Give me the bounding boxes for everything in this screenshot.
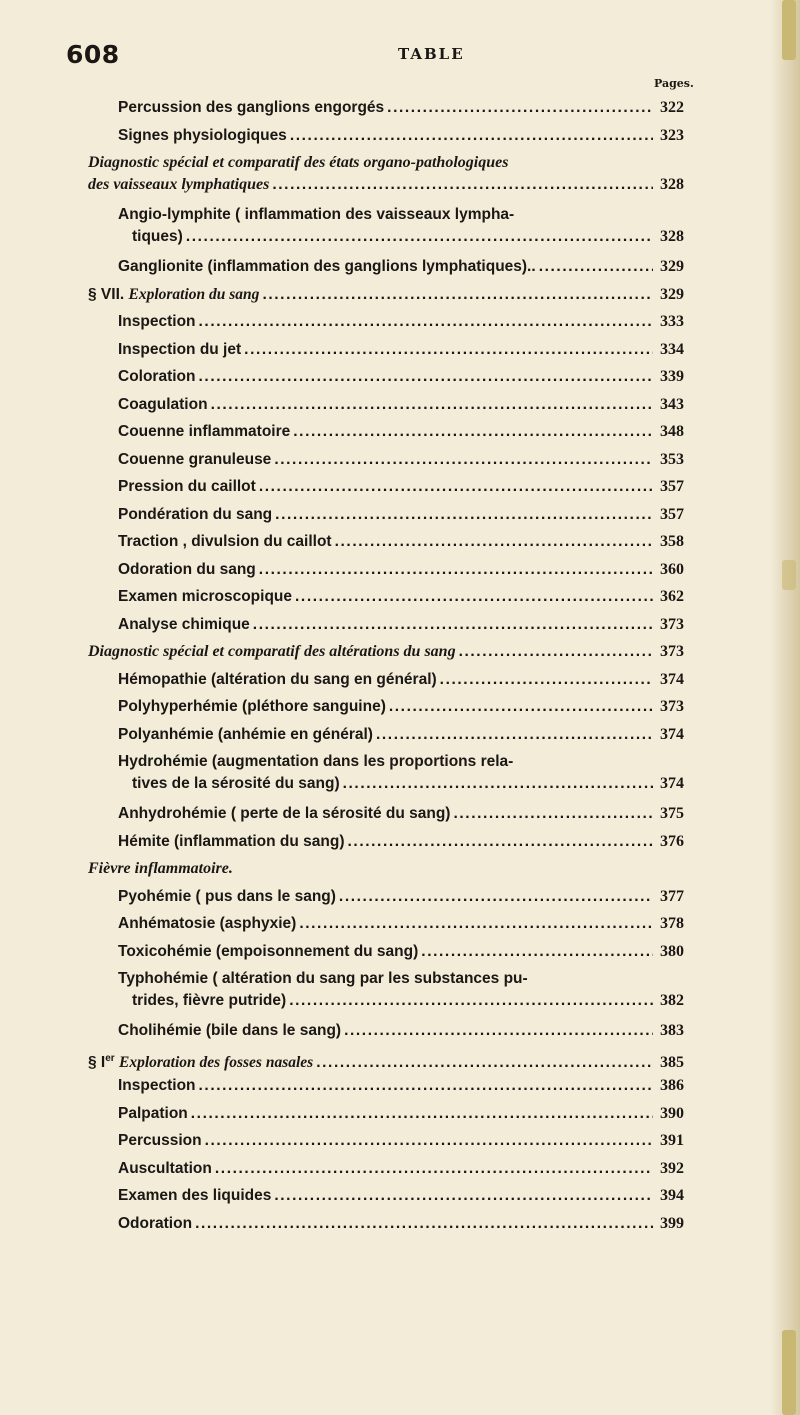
- toc-entry-title: Couenne inflammatoire: [118, 423, 291, 440]
- toc-entry: [88, 941, 684, 969]
- dot-leader: [387, 97, 653, 119]
- toc-entry: [88, 1158, 684, 1186]
- dot-leader: [335, 531, 653, 553]
- toc-entry-title: Percussion des ganglions engorgés: [118, 99, 385, 116]
- dot-leader: [262, 284, 653, 306]
- toc-entry-title: Ganglionite (inflammation des ganglions lymphatiques)..: [118, 258, 536, 275]
- toc-entry-title: Diagnostic spécial et comparatif des altérations du sang: [88, 643, 456, 660]
- dot-leader: [389, 696, 653, 718]
- toc-entry-page: 358: [660, 533, 684, 550]
- dot-leader: [453, 803, 653, 825]
- toc-entry: [88, 1020, 684, 1048]
- toc-entry-page: 322: [660, 99, 684, 116]
- dot-leader: [376, 724, 653, 746]
- edge-stain: [782, 0, 796, 60]
- toc-entry-title: Hémite (inflammation du sang): [118, 832, 345, 850]
- toc-entry-title: Cholihémie (bile dans le sang): [118, 1022, 342, 1039]
- toc-entry-page: 362: [660, 588, 684, 605]
- dot-leader: [211, 394, 653, 416]
- toc-entry-page: 376: [660, 832, 684, 850]
- toc-entry: [88, 531, 684, 559]
- toc-entry-title: Traction , divulsion du caillot: [118, 533, 332, 550]
- edge-stain: [782, 560, 796, 590]
- toc-entry-title: Signes physiologiques: [118, 126, 287, 144]
- toc-entry-title: Anhydrohémie ( perte de la sérosité du sang): [118, 805, 451, 822]
- toc-entry-page: 385: [660, 1053, 684, 1071]
- toc-entry-title: Inspection du jet: [118, 340, 242, 358]
- dot-leader: [343, 773, 653, 795]
- toc-entry: [88, 803, 684, 831]
- toc-entry-title: Auscultation: [118, 1159, 212, 1177]
- dot-leader: [199, 366, 654, 388]
- toc-entry: [88, 339, 684, 367]
- toc-entry-page: 374: [660, 725, 684, 743]
- toc-entry-page: 374: [660, 775, 684, 792]
- toc-entry-page: 391: [660, 1132, 684, 1149]
- toc-entry-title: tiques): [132, 228, 183, 245]
- toc-entry-title: § Ier Exploration des fosses nasales: [88, 1052, 314, 1071]
- toc-entry-page: 334: [660, 340, 684, 358]
- toc-entry-title: § VII. Exploration du sang: [88, 285, 260, 303]
- toc-entry: [88, 1048, 684, 1076]
- toc-entry: [88, 125, 684, 153]
- toc-entry-title-line: Angio-lymphite ( inflammation des vaisseaux lympha-: [118, 206, 515, 223]
- toc-entry-title: Toxicohémie (empoisonnement du sang): [118, 942, 419, 960]
- running-head: TABLE: [398, 45, 465, 63]
- toc-entry: [88, 1075, 684, 1103]
- toc-entry-title: Odoration: [118, 1214, 193, 1232]
- toc-entry-title-line: Typhohémie ( altération du sang par les substances pu-: [118, 970, 528, 987]
- dot-leader: [215, 1158, 653, 1180]
- dot-leader: [299, 913, 653, 935]
- toc-entry: [88, 1130, 684, 1158]
- toc-entry-title: Examen microscopique: [118, 588, 293, 605]
- toc-entry: [88, 1213, 684, 1241]
- toc-entry-title: Hémopathie (altération du sang en général): [118, 670, 437, 688]
- toc-entry-page: 353: [660, 450, 684, 468]
- toc-entry: [88, 394, 684, 422]
- toc-entry-page: 392: [660, 1159, 684, 1177]
- toc-entry-title: Analyse chimique: [118, 615, 250, 633]
- toc-entry-page: 360: [660, 560, 684, 578]
- dot-leader: [244, 339, 653, 361]
- toc-entry-page: 373: [660, 643, 684, 660]
- dot-leader: [253, 614, 653, 636]
- toc-entry: [88, 204, 684, 256]
- toc-entry-title: Pression du caillot: [118, 478, 256, 495]
- toc-entry: [88, 97, 684, 125]
- dot-leader: [195, 1213, 653, 1235]
- dot-leader: [289, 990, 653, 1012]
- toc-entry-title-line: Diagnostic spécial et comparatif des états organo-pathologiques: [88, 154, 509, 171]
- toc-entry: [88, 913, 684, 941]
- toc-entry: [88, 724, 684, 752]
- dot-leader: [440, 669, 653, 691]
- dot-leader: [274, 1185, 653, 1207]
- toc-entry-page: 328: [660, 228, 684, 245]
- toc-entry-page: 357: [660, 478, 684, 495]
- toc-entry-page: 357: [660, 505, 684, 523]
- toc-entry-page: 375: [660, 805, 684, 822]
- toc-entry-page: 373: [660, 615, 684, 633]
- dot-leader: [348, 831, 654, 853]
- toc-entry-title: Inspection: [118, 313, 196, 330]
- toc-entry-title: Polyanhémie (anhémie en général): [118, 725, 373, 743]
- dot-leader: [205, 1130, 653, 1152]
- toc-entry-page: 386: [660, 1077, 684, 1094]
- toc-entry-page: 377: [660, 887, 684, 905]
- dot-leader: [272, 174, 653, 196]
- dot-leader: [459, 641, 653, 663]
- dot-leader: [344, 1020, 653, 1042]
- toc-entry: [88, 1185, 684, 1213]
- toc-entry-title: trides, fièvre putride): [132, 992, 287, 1009]
- dot-leader: [199, 311, 653, 333]
- toc-entry-title: des vaisseaux lymphatiques: [88, 176, 270, 193]
- toc-entry-title: Couenne granuleuse: [118, 450, 272, 468]
- toc-entry: [88, 284, 684, 312]
- edge-stain: [782, 1330, 796, 1415]
- toc-entry: [88, 152, 684, 204]
- toc-entry: [88, 476, 684, 504]
- toc-entry: [88, 504, 684, 532]
- toc-entry-page: 348: [660, 423, 684, 440]
- table-of-contents: [88, 97, 684, 1240]
- toc-entry-page: 378: [660, 915, 684, 932]
- toc-entry-title-line: Hydrohémie (augmentation dans les proportions rela-: [118, 753, 514, 770]
- toc-entry-title: Inspection: [118, 1077, 196, 1094]
- toc-entry-title: tives de la sérosité du sang): [132, 775, 340, 792]
- dot-leader: [186, 226, 653, 248]
- toc-entry: [88, 311, 684, 339]
- dot-leader: [274, 449, 653, 471]
- toc-entry-page: 382: [660, 992, 684, 1009]
- toc-entry-page: 339: [660, 368, 684, 385]
- dot-leader: [259, 559, 653, 581]
- dot-leader: [539, 256, 653, 278]
- dot-leader: [275, 504, 653, 526]
- toc-entry-page: 390: [660, 1104, 684, 1122]
- toc-entry-page: 373: [660, 698, 684, 715]
- toc-entry-title: Coagulation: [118, 395, 208, 413]
- pages-column-label: Pages.: [654, 77, 694, 90]
- toc-entry: [88, 1103, 684, 1131]
- toc-entry-title: Anhématosie (asphyxie): [118, 915, 297, 932]
- toc-entry: [88, 449, 684, 477]
- toc-entry-page: 383: [660, 1022, 684, 1039]
- toc-entry-title: Examen des liquides: [118, 1187, 272, 1204]
- toc-entry: [88, 696, 684, 724]
- dot-leader: [259, 476, 653, 498]
- dot-leader: [295, 586, 653, 608]
- dot-leader: [290, 125, 653, 147]
- toc-entry: [88, 751, 684, 803]
- page-header: [66, 40, 686, 80]
- toc-entry: [88, 886, 684, 914]
- toc-entry: [88, 858, 684, 886]
- toc-entry: [88, 256, 684, 284]
- toc-entry: [88, 669, 684, 697]
- toc-entry-title: Fièvre inflammatoire.: [88, 860, 233, 877]
- toc-entry: [88, 586, 684, 614]
- toc-entry: [88, 559, 684, 587]
- toc-entry: [88, 831, 684, 859]
- page-number: 608: [66, 40, 120, 69]
- toc-entry-page: 323: [660, 126, 684, 144]
- toc-entry-title: Coloration: [118, 368, 196, 385]
- toc-entry-page: 374: [660, 670, 684, 688]
- toc-entry-title: Pyohémie ( pus dans le sang): [118, 887, 336, 905]
- toc-entry-title: Polyhyperhémie (pléthore sanguine): [118, 698, 386, 715]
- dot-leader: [421, 941, 653, 963]
- dot-leader: [199, 1075, 653, 1097]
- toc-entry: [88, 366, 684, 394]
- toc-entry-page: 329: [660, 285, 684, 303]
- page-edge: [770, 0, 800, 1415]
- toc-entry-title: Pondération du sang: [118, 505, 273, 523]
- toc-entry-title: Percussion: [118, 1132, 202, 1149]
- dot-leader: [191, 1103, 653, 1125]
- toc-entry-page: 328: [660, 176, 684, 193]
- toc-entry-page: 380: [660, 942, 684, 960]
- toc-entry-title: Odoration du sang: [118, 560, 256, 578]
- toc-entry-page: 394: [660, 1187, 684, 1204]
- toc-entry: [88, 421, 684, 449]
- toc-entry-page: 333: [660, 313, 684, 330]
- toc-entry: [88, 641, 684, 669]
- toc-entry-title: Palpation: [118, 1104, 188, 1122]
- toc-entry: [88, 614, 684, 642]
- toc-entry-page: 329: [660, 258, 684, 275]
- dot-leader: [293, 421, 653, 443]
- toc-entry-page: 399: [660, 1214, 684, 1232]
- dot-leader: [316, 1052, 653, 1074]
- toc-entry-page: 343: [660, 395, 684, 413]
- toc-entry: [88, 968, 684, 1020]
- dot-leader: [339, 886, 653, 908]
